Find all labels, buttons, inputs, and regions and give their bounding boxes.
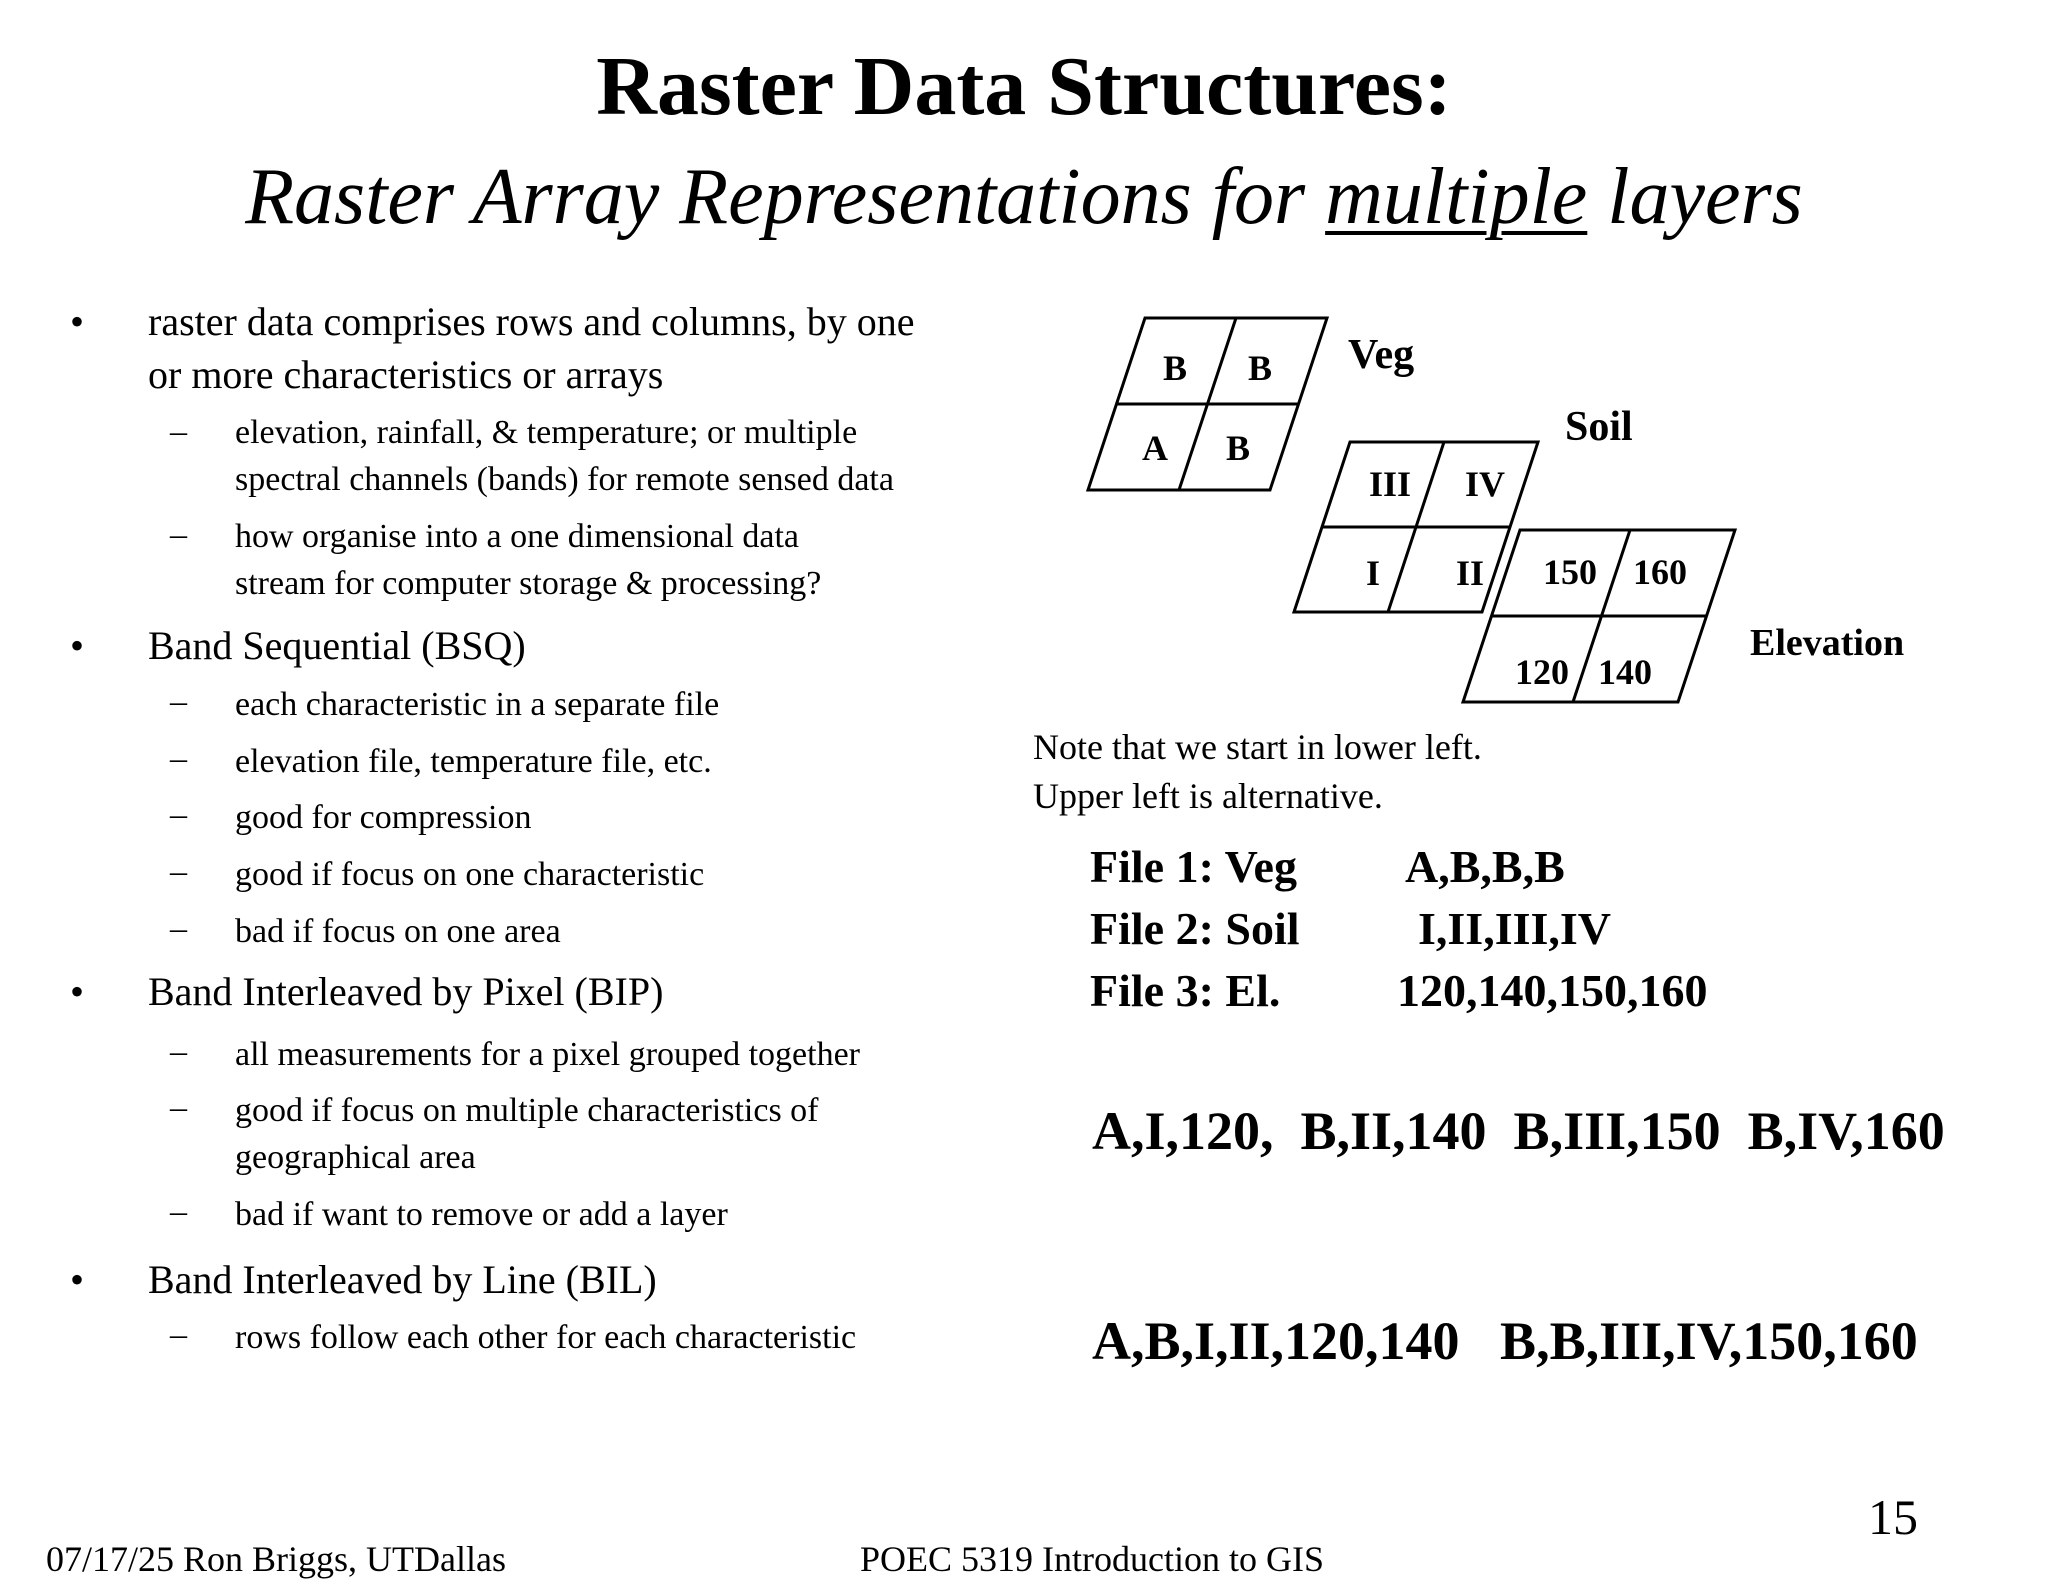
sub-bil-1: rows follow each other for each characteristic <box>235 1319 857 1356</box>
page-number: 15 <box>1868 1489 1918 1545</box>
file-3-label: File 3: El. <box>1090 965 1281 1016</box>
dash-marker: – <box>170 413 187 450</box>
sub-bip-2-line1: good if focus on multiple characteristics of <box>235 1092 819 1129</box>
veg-layer <box>1088 318 1414 490</box>
note-line-1: Note that we start in lower left. <box>1033 727 1482 767</box>
dash-marker: – <box>170 683 187 720</box>
sub-bsq-1: each characteristic in a separate file <box>235 686 720 723</box>
file-3-values: 120,140,150,160 <box>1397 965 1708 1016</box>
soil-cell-ur: IV <box>1464 464 1506 504</box>
veg-cell-ur: B <box>1247 348 1273 388</box>
bip-sequence: A,I,120, B,II,140 B,III,150 B,IV,160 <box>1092 1101 1945 1161</box>
dash-marker: – <box>170 1033 187 1070</box>
sub-bsq-2: elevation file, temperature file, etc. <box>235 743 712 780</box>
bullet-raster-line1: raster data comprises rows and columns, by one <box>148 299 915 344</box>
soil-cell-ll: I <box>1365 553 1381 593</box>
footer-date-author: 07/17/25 Ron Briggs, UTDallas <box>46 1539 506 1579</box>
sub-elevation-line1: elevation, rainfall, & temperature; or multiple <box>235 414 858 451</box>
veg-cell-ul: B <box>1162 348 1188 388</box>
bullet-marker: • <box>70 623 85 668</box>
bullet-marker: • <box>70 299 85 344</box>
bullet-bil: Band Interleaved by Line (BIL) <box>148 1257 657 1302</box>
elevation-cell-ur: 160 <box>1633 552 1687 592</box>
dash-marker: – <box>170 516 187 553</box>
sub-bip-1: all measurements for a pixel grouped together <box>235 1036 860 1073</box>
bullet-marker: • <box>70 969 85 1014</box>
sub-bsq-3: good for compression <box>235 799 532 836</box>
elevation-layer <box>1463 530 1904 702</box>
file-1-values: A,B,B,B <box>1405 841 1565 892</box>
soil-cell-ul: III <box>1368 464 1412 504</box>
veg-cell-ll: A <box>1142 428 1168 468</box>
sub-bip-2-line2: geographical area <box>235 1139 476 1176</box>
note-line-2: Upper left is alternative. <box>1033 776 1383 816</box>
raster-layers-diagram <box>1060 300 1930 720</box>
bullet-raster-line2: or more characteristics or arrays <box>148 352 664 397</box>
dash-marker: – <box>170 796 187 833</box>
subtitle-part-2: layers <box>1587 153 1803 241</box>
bullet-marker: • <box>70 1257 85 1302</box>
bil-sequence: A,B,I,II,120,140 B,B,III,IV,150,160 <box>1092 1311 1918 1371</box>
veg-label: Veg <box>1348 332 1415 378</box>
dash-marker: – <box>170 853 187 890</box>
dash-marker: – <box>170 1089 187 1126</box>
elevation-label: Elevation <box>1750 622 1905 664</box>
sub-elevation-line2: spectral channels (bands) for remote sensed data <box>235 461 894 498</box>
dash-marker: – <box>170 1316 187 1353</box>
file-2-values: I,II,III,IV <box>1418 903 1612 954</box>
elevation-cell-lr: 140 <box>1598 652 1652 692</box>
subtitle-part-1: Raster Array Representations for <box>245 153 1326 241</box>
file-1-label: File 1: Veg <box>1090 841 1297 892</box>
file-2-label: File 2: Soil <box>1090 903 1300 954</box>
subtitle-underlined-word: multiple <box>1325 153 1588 241</box>
sub-bip-3: bad if want to remove or add a layer <box>235 1196 728 1233</box>
sub-organise-line1: how organise into a one dimensional data <box>235 518 800 555</box>
soil-cell-lr: II <box>1455 553 1485 593</box>
dash-marker: – <box>170 1193 187 1230</box>
dash-marker: – <box>170 740 187 777</box>
bullet-bsq: Band Sequential (BSQ) <box>148 623 526 668</box>
soil-label: Soil <box>1565 404 1633 450</box>
sub-bsq-4: good if focus on one characteristic <box>235 856 705 893</box>
slide-subtitle <box>0 152 2048 243</box>
dash-marker: – <box>170 910 187 947</box>
elevation-cell-ul: 150 <box>1543 552 1597 592</box>
footer-course: POEC 5319 Introduction to GIS <box>860 1539 1324 1579</box>
bullet-bip: Band Interleaved by Pixel (BIP) <box>148 969 664 1014</box>
elevation-cell-ll: 120 <box>1515 652 1569 692</box>
veg-cell-lr: B <box>1225 428 1251 468</box>
slide-title: Raster Data Structures: <box>596 40 1452 133</box>
sub-organise-line2: stream for computer storage & processing? <box>235 565 822 602</box>
sub-bsq-5: bad if focus on one area <box>235 913 561 950</box>
